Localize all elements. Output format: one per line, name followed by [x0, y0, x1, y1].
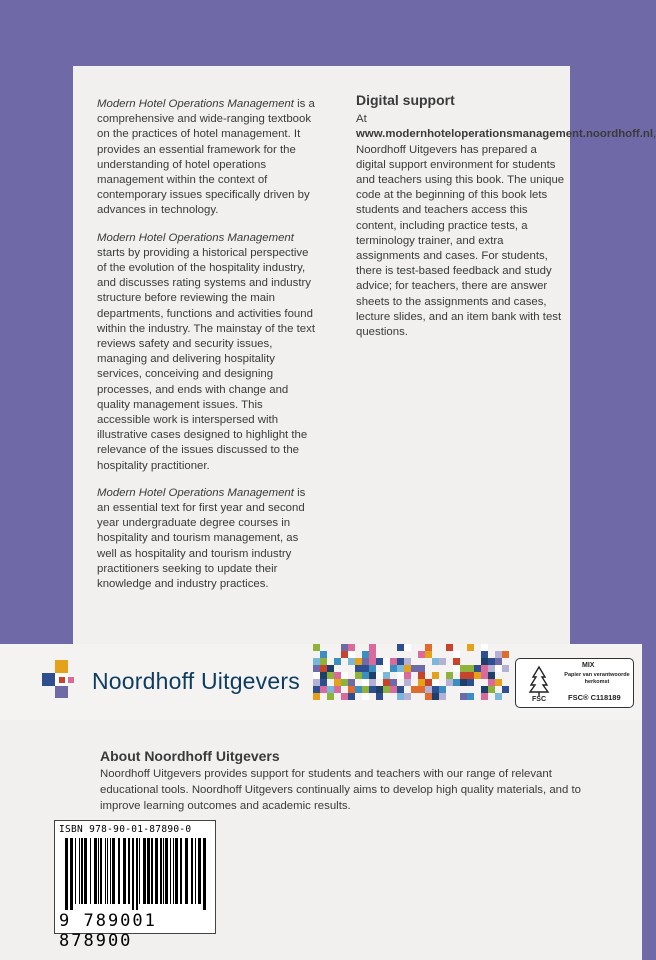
mosaic-tile [453, 679, 460, 686]
mosaic-tile [495, 658, 502, 665]
mosaic-tile [467, 644, 474, 651]
mosaic-tile [460, 679, 467, 686]
mosaic-tile [341, 644, 348, 651]
mosaic-tile [383, 665, 390, 672]
mosaic-tile [432, 658, 439, 665]
mosaic-tile [439, 658, 446, 665]
mosaic-tile [481, 693, 488, 700]
barcode-bar [79, 838, 80, 904]
barcode-bar [198, 838, 201, 904]
mosaic-tile [390, 686, 397, 693]
digital-support-text: At www.modernhoteloperationsmanagement.noordhoff.nl, Noordhoff Uitgevers has prepared a digital support environment for students and teachers using this book. The unique code at the beginning of this book lets students and teachers access this content, including practice tests, a terminology trainer, and extra assignments and cases. For students, there is test-based feedback and study advice; for teachers, there are answer sheets to the assignments and cases, lecture slides, and an item bank with test questions. [356, 113, 656, 339]
mosaic-tile [404, 693, 411, 700]
barcode-bar [100, 838, 102, 904]
mosaic-tile [495, 693, 502, 700]
mosaic-tile [397, 693, 404, 700]
mosaic-tile [439, 686, 446, 693]
mosaic-tile [369, 658, 376, 665]
barcode-bar [191, 838, 193, 904]
mosaic-tile [502, 686, 509, 693]
mosaic-tile [362, 693, 369, 700]
mosaic-tile [376, 693, 383, 700]
mosaic-tile [404, 658, 411, 665]
mosaic-tile [481, 672, 488, 679]
mosaic-tile [418, 686, 425, 693]
description-paragraph-2: Modern Hotel Operations Management starts by providing a historical perspective of the evolution of the hospitality industry, and discusses rating systems and industry structure before reviewing the main departments, functions and activities found within the industry. The mainstay of the text reviews safety and security issues, managing and delivering hospitality services, conceiving and designing processes, and ends with change and quality management issues. This accessible work is interspersed with illustrative cases designed to highlight the relevance of the issues discussed to the hospitality practitioner. [97, 231, 316, 472]
mosaic-tile [446, 672, 453, 679]
barcode-bar [65, 838, 68, 910]
book-title: Modern Hotel Operations Management [97, 486, 294, 499]
publisher-name: Noordhoff Uitgevers [92, 668, 300, 694]
mosaic-tile [390, 679, 397, 686]
mosaic-tile [320, 665, 327, 672]
barcode-bar [195, 838, 196, 904]
barcode-bar [90, 838, 91, 904]
mosaic-tile [313, 665, 320, 672]
mosaic-tile [348, 644, 355, 651]
mosaic-tile [383, 658, 390, 665]
mosaic-tile [488, 665, 495, 672]
mosaic-tile [481, 658, 488, 665]
barcode-bar [185, 838, 188, 904]
digital-support-url[interactable]: www.modernhoteloperationsmanagement.noordhoff.nl [356, 128, 654, 141]
mosaic-tile [313, 644, 320, 651]
mosaic-tile [453, 658, 460, 665]
mosaic-tile [383, 679, 390, 686]
mosaic-tile [355, 686, 362, 693]
ean-number: 9 789001 878900 [59, 911, 157, 951]
barcode-bar [123, 838, 126, 904]
barcode-bar [151, 838, 153, 904]
mosaic-tile [327, 665, 334, 672]
mosaic-tile [467, 665, 474, 672]
barcode-bar [155, 838, 158, 904]
mosaic-tile [369, 651, 376, 658]
mosaic-tile [341, 651, 348, 658]
mosaic-tile [327, 672, 334, 679]
barcode-bar [180, 838, 182, 904]
isbn-number: ISBN 978-90-01-87890-0 [59, 824, 192, 835]
barcode-bar [147, 838, 150, 904]
mosaic-tile [369, 679, 376, 686]
mosaic-tile [320, 651, 327, 658]
mosaic-tile [355, 672, 362, 679]
mosaic-tile [397, 644, 404, 651]
back-cover-text-panel [73, 66, 656, 644]
mosaic-tile [446, 679, 453, 686]
mosaic-tile [502, 665, 509, 672]
mosaic-tile [460, 665, 467, 672]
mosaic-tile [390, 665, 397, 672]
mosaic-tile [327, 686, 334, 693]
fsc-logo-text: FSC [532, 696, 546, 703]
mosaic-tile [320, 679, 327, 686]
mosaic-tile [467, 693, 474, 700]
barcode-bar [98, 838, 99, 904]
mosaic-tile [327, 693, 334, 700]
barcode-bar [136, 838, 138, 910]
mosaic-tile [432, 679, 439, 686]
mosaic-tile [488, 686, 495, 693]
mosaic-tile [348, 679, 355, 686]
mosaic-tile [404, 672, 411, 679]
mosaic-tile [418, 672, 425, 679]
mosaic-tile [376, 658, 383, 665]
mosaic-tile [369, 672, 376, 679]
mosaic-tile [418, 665, 425, 672]
mosaic-tile [369, 644, 376, 651]
mosaic-tile [404, 665, 411, 672]
barcode-box [54, 820, 216, 951]
mosaic-tile [404, 679, 411, 686]
mosaic-tile [453, 651, 460, 658]
noordhoff-logo-icon [40, 660, 78, 698]
mosaic-tile [425, 686, 432, 693]
mosaic-tile [341, 672, 348, 679]
mosaic-tile [404, 644, 411, 651]
mosaic-tile [488, 679, 495, 686]
mosaic-tile [376, 672, 383, 679]
mosaic-tile [341, 679, 348, 686]
mosaic-tile [348, 651, 355, 658]
mosaic-tile [362, 672, 369, 679]
mosaic-tile [362, 658, 369, 665]
mosaic-tile [397, 672, 404, 679]
barcode-bar [170, 838, 171, 904]
mosaic-tile [488, 658, 495, 665]
barcode-bar [132, 838, 134, 910]
about-text: Noordhoff Uitgevers provides support for students and teachers with our range of relevant educational tools. Noordhoff Uitgevers continually aims to develop high quality materials, and to improve learning outcomes and academic results. [100, 768, 582, 812]
barcode-bar [165, 838, 168, 904]
mosaic-tile [362, 665, 369, 672]
fsc-tree-logo-icon [522, 664, 556, 702]
barcode-bar [84, 838, 87, 904]
digital-support-heading: Digital support [356, 92, 455, 108]
mosaic-tile [369, 665, 376, 672]
mosaic-tile [425, 679, 432, 686]
mosaic-tile [446, 644, 453, 651]
mosaic-tile [439, 693, 446, 700]
mosaic-tile [418, 651, 425, 658]
mosaic-tile [502, 651, 509, 658]
mosaic-tile [488, 672, 495, 679]
mosaic-tile [313, 658, 320, 665]
barcode-bar [112, 838, 115, 904]
barcode-bar [128, 838, 130, 904]
digital-support-section [356, 92, 656, 340]
barcode-bar [105, 838, 106, 904]
mosaic-tile [481, 651, 488, 658]
mosaic-tile [313, 679, 320, 686]
mosaic-tile [460, 693, 467, 700]
mosaic-tile [425, 693, 432, 700]
barcode-bar [160, 838, 162, 904]
mosaic-tile [397, 686, 404, 693]
book-title: Modern Hotel Operations Management [97, 231, 294, 244]
mosaic-tile [369, 686, 376, 693]
mosaic-tile [341, 693, 348, 700]
publisher-band [0, 644, 642, 720]
barcode-bar [203, 838, 206, 910]
mosaic-tile [432, 686, 439, 693]
barcode-bar [163, 838, 164, 904]
mosaic-tile [481, 686, 488, 693]
mosaic-tile [411, 686, 418, 693]
mosaic-tile [334, 686, 341, 693]
mosaic-tile [495, 665, 502, 672]
mosaic-tile [313, 693, 320, 700]
mosaic-tile [425, 651, 432, 658]
mosaic-tile [313, 672, 320, 679]
mosaic-tile [376, 686, 383, 693]
mosaic-tile [348, 658, 355, 665]
mosaic-tile [495, 651, 502, 658]
barcode-bar [173, 838, 174, 904]
mosaic-tile [411, 665, 418, 672]
barcode-bar [70, 838, 73, 910]
mosaic-tile [313, 686, 320, 693]
mosaic-tile [432, 672, 439, 679]
barcode-bar [143, 838, 146, 904]
lower-section [0, 720, 642, 960]
about-heading: About Noordhoff Uitgevers [100, 748, 280, 764]
mosaic-tile [467, 672, 474, 679]
mosaic-tile [320, 686, 327, 693]
barcode-bar [107, 838, 108, 904]
description-paragraph-1: Modern Hotel Operations Management is a comprehensive and wide-ranging textbook on the practices of hotel management. It provides an essential framework for the understanding of hotel operations management within the context of contemporary issues specifically driven by advances in technology. [97, 98, 315, 217]
barcode-bar [175, 838, 178, 904]
mosaic-tile [432, 693, 439, 700]
about-section [100, 748, 600, 814]
mosaic-tile [334, 658, 341, 665]
fsc-mix-label: MIX [582, 662, 595, 669]
mosaic-tile [418, 679, 425, 686]
barcode-bar [94, 838, 97, 904]
mosaic-tile [320, 658, 327, 665]
mosaic-tile [383, 672, 390, 679]
barcode-bar [81, 838, 83, 904]
barcode-bar [118, 838, 120, 904]
mosaic-tile [474, 665, 481, 672]
mosaic-tile [348, 686, 355, 693]
mosaic-tile [362, 651, 369, 658]
mosaic-tile [355, 658, 362, 665]
description-paragraph-3: Modern Hotel Operations Management is an essential text for first year and second year undergraduate degree courses in hospitality and tourism management, as well as hospitality and tourism industry practitioners seeking to update their knowledge and industry practices. [97, 486, 306, 591]
barcode-icon [61, 838, 209, 910]
mosaic-tile [425, 644, 432, 651]
mosaic-tile [355, 665, 362, 672]
mosaic-tile [362, 679, 369, 686]
barcode-bar [110, 838, 111, 904]
mosaic-tile [467, 679, 474, 686]
mosaic-tile [334, 679, 341, 686]
mosaic-tile [397, 658, 404, 665]
fsc-code: FSC® C118189 [568, 693, 621, 702]
mosaic-tile [334, 672, 341, 679]
mosaic-tile [474, 672, 481, 679]
color-mosaic-decoration [313, 644, 509, 700]
book-description [97, 97, 319, 604]
mosaic-tile [453, 665, 460, 672]
mosaic-tile [397, 665, 404, 672]
mosaic-tile [481, 644, 488, 651]
mosaic-tile [390, 658, 397, 665]
fsc-certification-label [515, 658, 634, 708]
mosaic-tile [320, 672, 327, 679]
barcode-bar [75, 838, 76, 904]
mosaic-tile [460, 672, 467, 679]
mosaic-tile [362, 686, 369, 693]
mosaic-tile [383, 686, 390, 693]
mosaic-tile [348, 693, 355, 700]
barcode-bar [139, 838, 140, 904]
mosaic-tile [495, 679, 502, 686]
book-title: Modern Hotel Operations Management [97, 98, 294, 110]
fsc-sub-label: Papier van verantwoorde herkomst [564, 672, 630, 685]
mosaic-tile [481, 665, 488, 672]
